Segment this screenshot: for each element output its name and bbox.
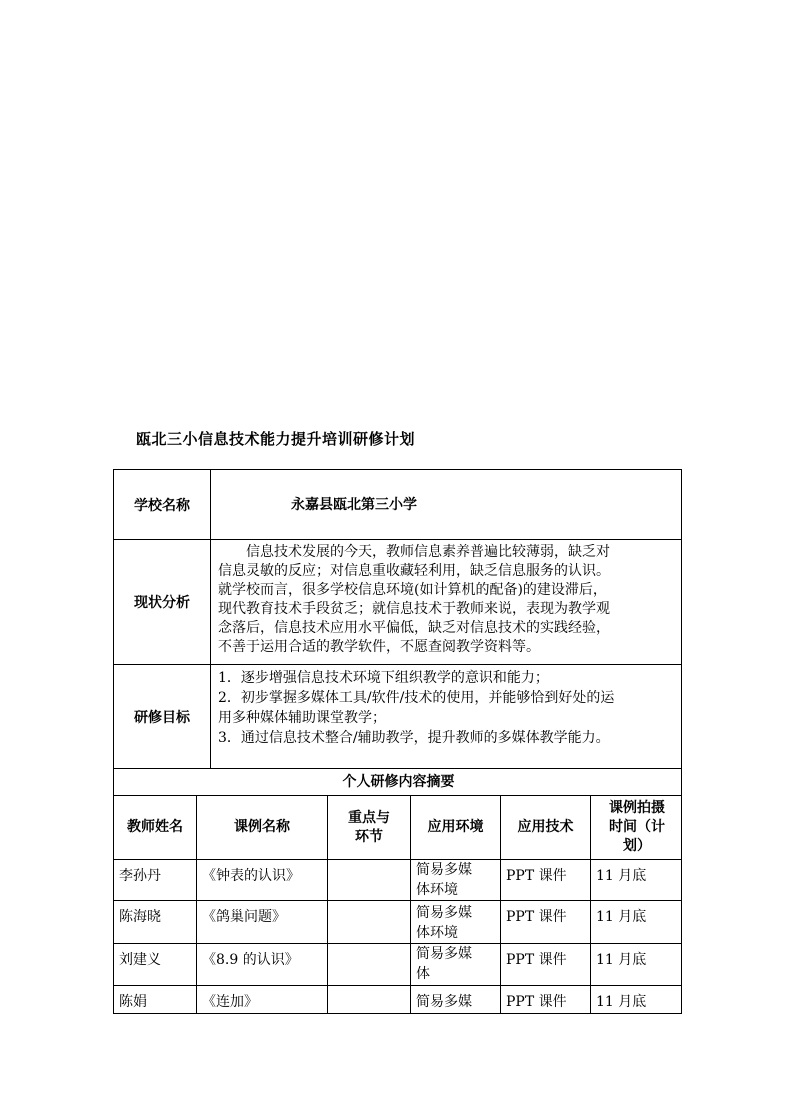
analysis-line: 信息灵敏的反应；对信息重收藏轻利用，缺乏信息服务的认识。 xyxy=(218,563,610,579)
lesson-cell: 《8.9 的认识》 xyxy=(202,952,299,968)
document-title: 瓯北三小信息技术能力提升培训研修计划 xyxy=(136,430,416,448)
goal-line: 1．逐步增强信息技术环境下组织教学的意识和能力； xyxy=(218,670,549,686)
col-header-focus xyxy=(328,796,410,859)
env-line: 简易多媒 xyxy=(416,862,472,878)
env-cell xyxy=(411,986,500,1014)
analysis-line: 现代教育技术手段贫乏；就信息技术于教师来说，表现为教学观 xyxy=(218,601,610,617)
lesson-cell: 《鸽巢问题》 xyxy=(202,909,286,925)
env-line: 简易多媒 xyxy=(416,905,472,921)
time-cell: 11 月底 xyxy=(596,909,647,925)
env-cell xyxy=(411,944,500,985)
env-cell xyxy=(411,860,500,900)
analysis-line: 信息技术发展的今天，教师信息素养普遍比较薄弱，缺乏对 xyxy=(246,544,610,560)
env-line: 体 xyxy=(416,966,430,982)
goals-text xyxy=(218,668,680,748)
col-header-teacher: 教师姓名 xyxy=(127,819,183,835)
col-header-focus-line: 环节 xyxy=(355,828,383,845)
col-header-time xyxy=(591,796,682,859)
col-header-time-line: 时间（计 xyxy=(609,819,665,835)
lesson-cell: 《连加》 xyxy=(202,994,258,1010)
col-header-env: 应用环境 xyxy=(427,819,484,835)
goal-line: 3．通过信息技术整合/辅助教学，提升教师的多媒体教学能力。 xyxy=(218,730,610,746)
analysis-line: 念落后，信息技术应用水平偏低，缺乏对信息技术的实践经验， xyxy=(218,620,610,636)
tech-cell: PPT 课件 xyxy=(506,952,567,968)
analysis-line: 就学校而言，很多学校信息环境(如计算机的配备)的建设滞后， xyxy=(218,582,607,598)
env-line: 体环境 xyxy=(416,925,458,941)
analysis-line: 不善于运用合适的教学软件，不愿查阅教学资料等。 xyxy=(218,639,540,655)
env-line: 简易多媒 xyxy=(416,994,472,1010)
analysis-text xyxy=(218,543,680,657)
school-label: 学校名称 xyxy=(134,497,190,514)
focus-cell xyxy=(328,901,410,943)
goal-line: 用多种媒体辅助课堂教学； xyxy=(218,710,386,726)
goal-line: 2．初步掌握多媒体工具/软件/技术的使用，并能够恰到好处的运 xyxy=(218,690,615,706)
time-cell: 11 月底 xyxy=(596,994,647,1010)
col-header-focus-line: 重点与 xyxy=(348,809,390,826)
env-line: 简易多媒 xyxy=(416,946,472,962)
teacher-cell: 陈娟 xyxy=(119,994,147,1010)
plan-table xyxy=(113,469,682,1014)
tech-cell: PPT 课件 xyxy=(506,994,567,1010)
lesson-cell: 《钟表的认识》 xyxy=(202,868,300,884)
tech-cell: PPT 课件 xyxy=(506,868,567,884)
time-cell: 11 月底 xyxy=(596,952,647,968)
col-header-time-line: 课例拍摄 xyxy=(609,800,665,816)
focus-cell xyxy=(328,944,410,985)
goals-label: 研修目标 xyxy=(134,709,190,726)
teacher-cell: 刘建义 xyxy=(119,952,161,968)
col-header-lesson: 课例名称 xyxy=(234,819,290,835)
teacher-cell: 陈海晓 xyxy=(119,909,161,925)
summary-title: 个人研修内容摘要 xyxy=(342,773,455,790)
tech-cell: PPT 课件 xyxy=(506,909,567,925)
analysis-label: 现状分析 xyxy=(134,595,190,611)
col-header-time-line: 划） xyxy=(623,838,651,854)
time-cell: 11 月底 xyxy=(596,868,647,884)
env-line: 体环境 xyxy=(416,882,458,898)
env-cell xyxy=(411,901,500,943)
col-divider xyxy=(210,470,211,768)
focus-cell xyxy=(328,986,410,1014)
focus-cell xyxy=(328,860,410,900)
col-header-tech: 应用技术 xyxy=(517,819,574,835)
school-name: 永嘉县瓯北第三小学 xyxy=(291,497,417,513)
teacher-cell: 李孙丹 xyxy=(119,868,161,884)
